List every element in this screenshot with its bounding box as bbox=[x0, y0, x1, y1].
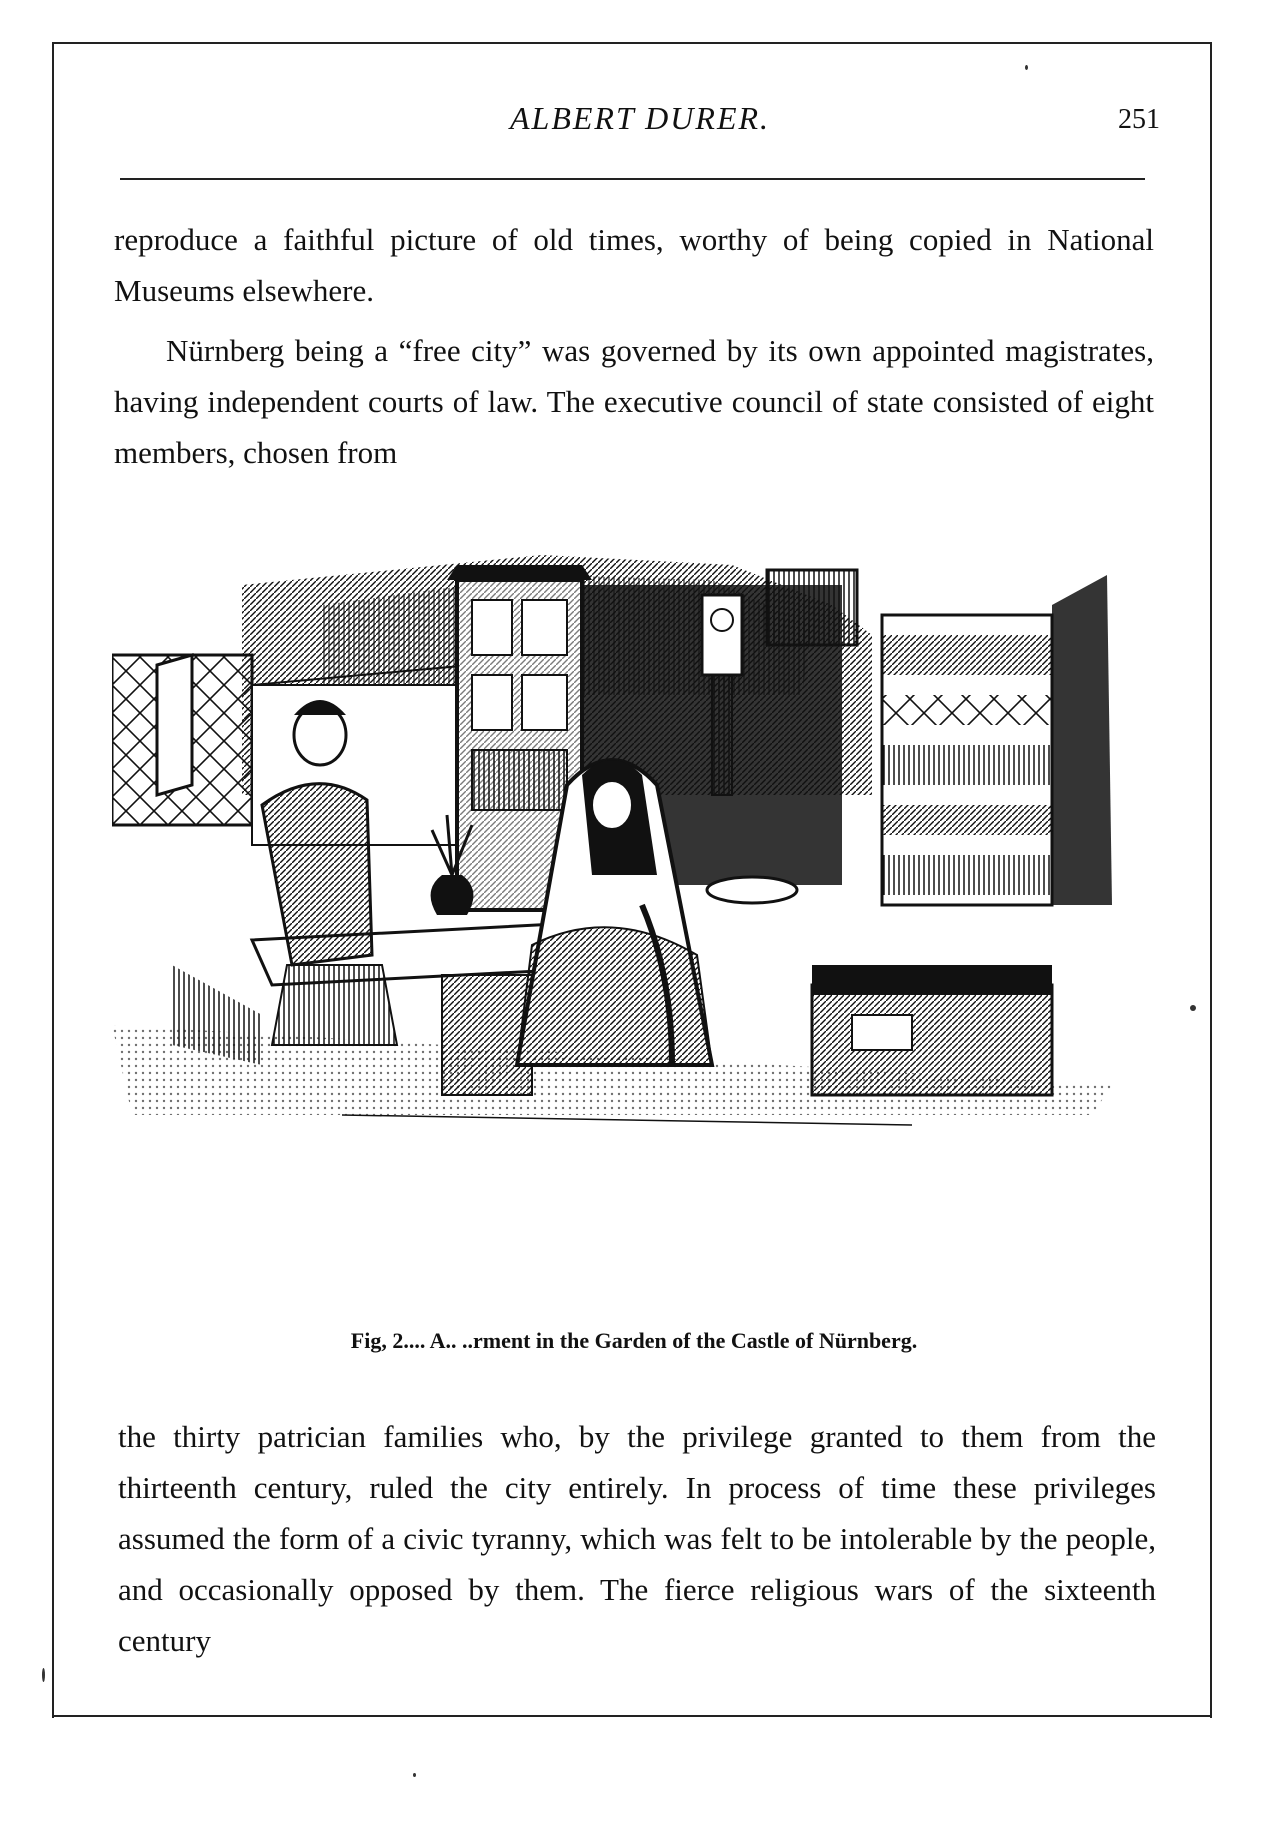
paragraph-3: the thirty patrician families who, by the privilege granted to them from the thirteenth century, ruled the city entirely. In process of time these privileges assumed the form of a civic tyranny, which was felt to be intolerable by the people, and occasionally opposed by them. The fierce religious wars of the sixteenth century bbox=[118, 1419, 1156, 1658]
page-frame-left bbox=[52, 42, 54, 1718]
vase bbox=[431, 875, 474, 915]
figure-illustration bbox=[112, 545, 1152, 1315]
paragraph-2: Nürnberg being a “free city” was governed by its own appointed magistrates, having independent courts of law. The executive council of state consisted of eight members, chosen from bbox=[114, 333, 1154, 470]
print-speck bbox=[42, 1668, 45, 1682]
page-frame-bottom bbox=[52, 1715, 1212, 1717]
paragraph-1: reproduce a faithful picture of old times, worthy of being copied in National Museums elsewhere. bbox=[114, 222, 1154, 308]
running-title: ALBERT DURER. bbox=[509, 100, 771, 136]
page-frame-right bbox=[1210, 42, 1212, 1718]
header-rule bbox=[120, 178, 1145, 180]
wall-clock bbox=[702, 595, 742, 675]
print-speck bbox=[1025, 65, 1028, 70]
print-speck bbox=[413, 1773, 416, 1777]
print-speck bbox=[1190, 1005, 1196, 1011]
figure-caption: Fig, 2.... A.. ..rment in the Garden of the Castle of Nürnberg. bbox=[350, 1328, 918, 1353]
page-frame-top bbox=[52, 42, 1212, 44]
engraving-image bbox=[112, 545, 1152, 1315]
running-head bbox=[120, 100, 1160, 140]
page-number: 251 bbox=[1118, 104, 1160, 135]
